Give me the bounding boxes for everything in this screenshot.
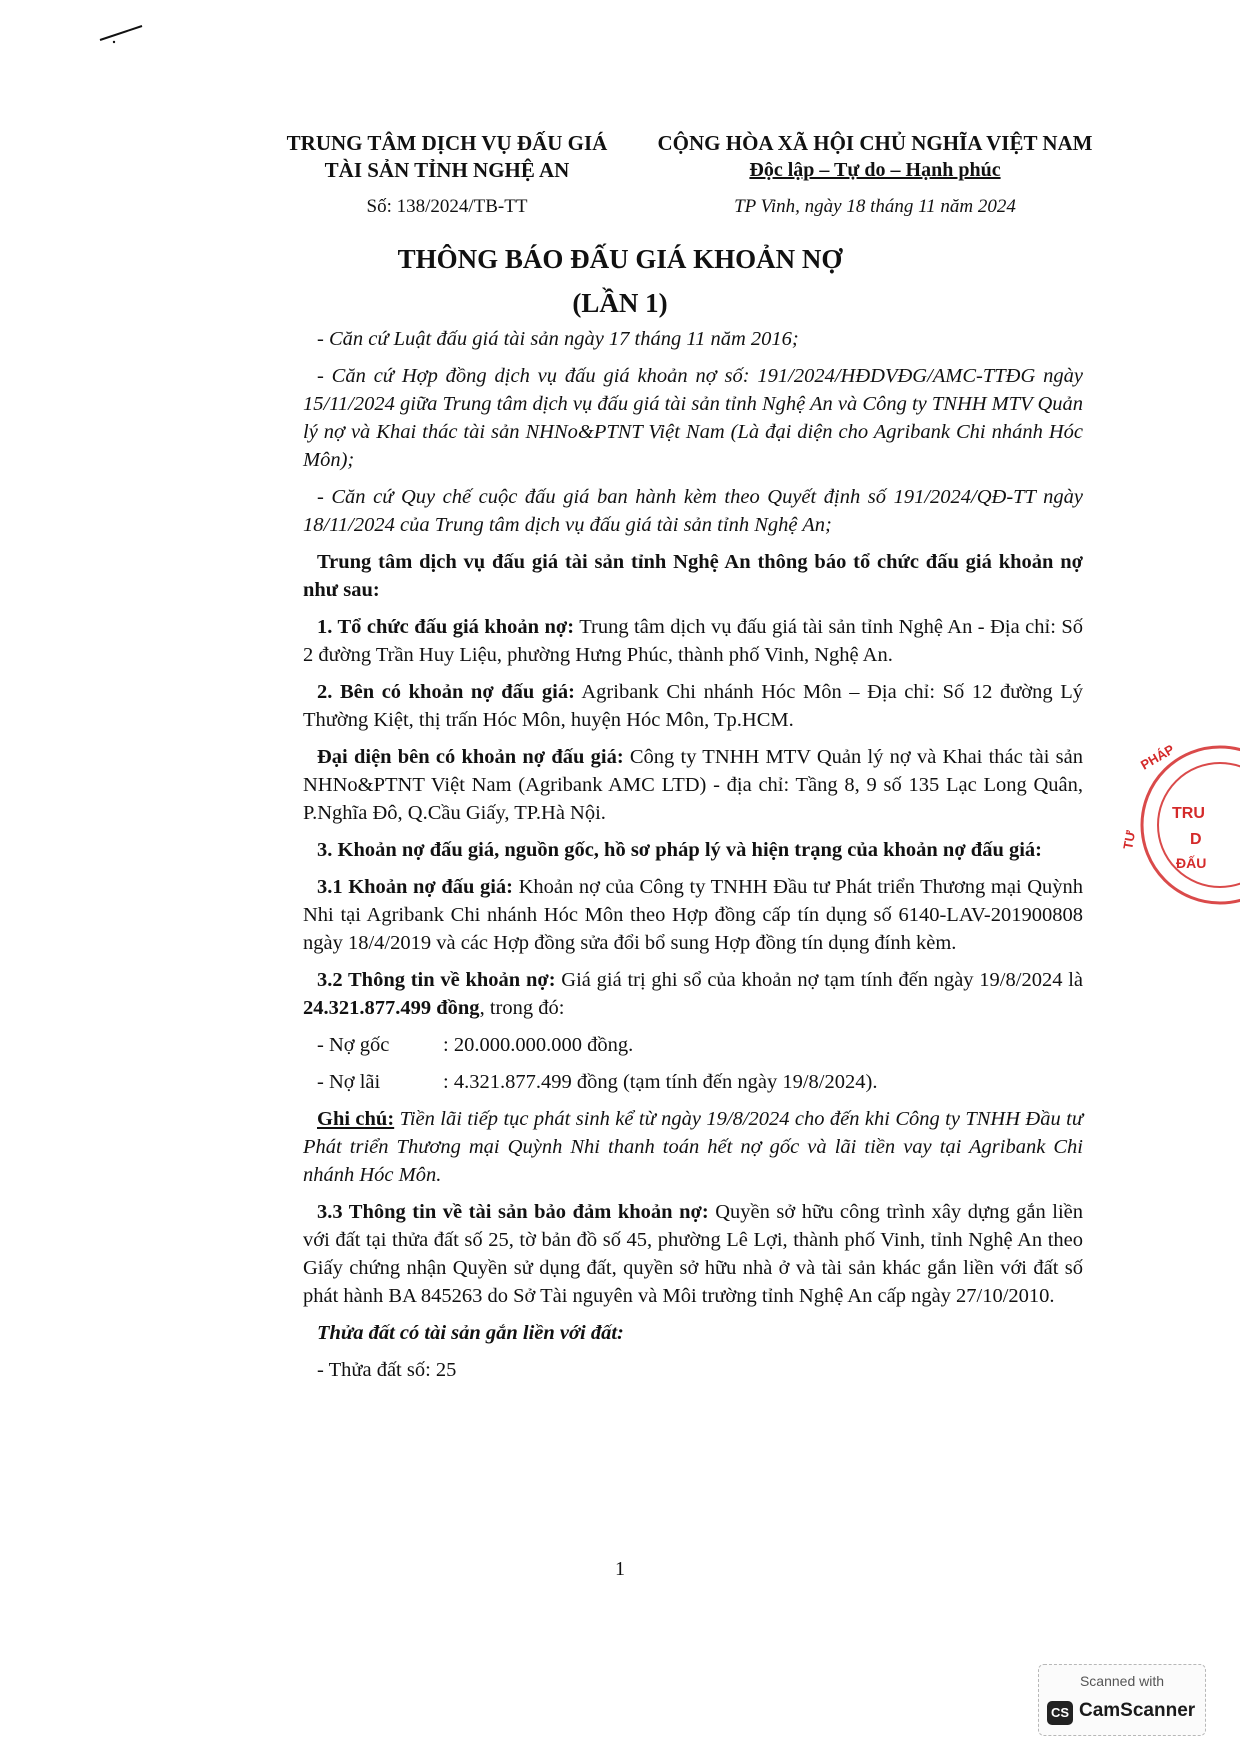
document-body — [303, 325, 1083, 1393]
note-text: Tiền lãi tiếp tục phát sinh kể từ ngày 19/8/2024 cho đến khi Công ty TNHH Đầu tư Phát triển Thương mại Quỳnh Nhi thanh toán hết nợ gốc và lãi tiền vay tại Agribank Chi nhánh Hóc Môn. — [303, 1108, 1083, 1186]
national-motto: Độc lập – Tự do – Hạnh phúc — [749, 159, 1001, 181]
section-3-2 — [303, 966, 1083, 1022]
total-debt-value: 24.321.877.499 đồng — [303, 997, 480, 1019]
section-3-1 — [303, 873, 1083, 957]
intro-paragraph — [303, 548, 1083, 604]
stamp-text-mid: TRU — [1172, 805, 1205, 822]
issuer-block — [262, 130, 632, 222]
interest-label: - Nợ lãi — [317, 1071, 381, 1093]
principal-row — [303, 1031, 1083, 1059]
section-3-2-text-b: , trong đó: — [479, 997, 565, 1019]
scanner-line1: Scanned with — [1079, 1673, 1165, 1689]
interest-row — [303, 1068, 1083, 1096]
page-number: 1 — [615, 1558, 625, 1580]
title-sub: (LẦN 1) — [572, 288, 668, 318]
title-main: THÔNG BÁO ĐẤU GIÁ KHOẢN NỢ — [397, 244, 843, 274]
section-3-3-label: 3.3 Thông tin về tài sản bảo đảm khoản nợ: — [317, 1201, 709, 1223]
stamp-text-bottom: ĐẤU — [1176, 855, 1207, 871]
section-1-text: Trung tâm dịch vụ đấu giá tài sản tỉnh Nghệ An - Địa chỉ: Số 2 đường Trần Huy Liệu, phường Hưng Phúc, thành phố Vinh, Nghệ An. — [303, 616, 1083, 666]
stamp-icon — [1110, 740, 1240, 910]
intro-text: Trung tâm dịch vụ đấu giá tài sản tỉnh Nghệ An thông báo tổ chức đấu giá khoản nợ như sau: — [303, 551, 1083, 601]
representative-text: Công ty TNHH MTV Quản lý nợ và Khai thác tài sản NHNo&PTNT Việt Nam (Agribank AMC LTD) - địa chỉ: Tầng 8, 9 số 135 Lạc Long Quân, P.Nghĩa Đô, Q.Cầu Giấy, TP.Hà Nội. — [303, 746, 1083, 824]
stamp-text-c: D — [1190, 831, 1202, 848]
principal-label: - Nợ gốc — [317, 1034, 390, 1056]
section-3-2-label: 3.2 Thông tin về khoản nợ: — [317, 969, 556, 991]
section-1-label: 1. Tổ chức đấu giá khoản nợ: — [317, 616, 575, 638]
land-heading — [303, 1319, 1083, 1347]
section-3-1-label: 3.1 Khoản nợ đấu giá: — [317, 876, 514, 898]
legal-basis-2: - Căn cứ Hợp đồng dịch vụ đấu giá khoản nợ số: 191/2024/HĐDVĐG/AMC-TTĐG ngày 15/11/2024 giữa Trung tâm dịch vụ đấu giá tài sản tỉnh Nghệ An và Công ty TNHH MTV Quản lý nợ và Khai thác tài sản NHNo&PTNT Việt Nam (Là đại diện cho Agribank Chi nhánh Hóc Môn); — [303, 365, 1083, 471]
nation-name: CỘNG HÒA XÃ HỘI CHỦ NGHĨA VIỆT NAM — [657, 131, 1093, 155]
issuer-name-line1: TRUNG TÂM DỊCH VỤ ĐẤU GIÁ — [286, 131, 608, 155]
partial-red-stamp — [1110, 740, 1240, 910]
legal-basis-3: - Căn cứ Quy chế cuộc đấu giá ban hành kèm theo Quyết định số 191/2024/QĐ-TT ngày 18/11/2024 của Trung tâm dịch vụ đấu giá tài sản tỉnh Nghệ An; — [303, 486, 1083, 536]
land-item: - Thửa đất số: 25 — [317, 1359, 457, 1381]
issuer-name-line2: TÀI SẢN TỈNH NGHỆ AN — [324, 158, 570, 182]
note — [303, 1105, 1083, 1189]
document-title — [0, 237, 1240, 325]
scanner-watermark — [1038, 1664, 1206, 1736]
document-number: Số: 138/2024/TB-TT — [366, 196, 528, 217]
place-date: TP Vinh, ngày 18 tháng 11 năm 2024 — [734, 196, 1016, 217]
stamp-text-left: TƯ — [1120, 829, 1139, 851]
national-header — [640, 130, 1110, 222]
section-3-3-text: Quyền sở hữu công trình xây dựng gắn liền với đất tại thửa đất số 25, tờ bản đồ số 45, phường Lê Lợi, thành phố Vinh, tỉnh Nghệ An theo Giấy chứng nhận Quyền sử dụng đất, quyền sở hữu nhà ở và tài sản khác gắn liền với đất số phát hành BA 845263 do Sở Tài nguyên và Môi trường tỉnh Nghệ An cấp ngày 27/10/2010. — [303, 1201, 1083, 1307]
representative — [303, 743, 1083, 827]
section-2 — [303, 678, 1083, 734]
section-1 — [303, 613, 1083, 669]
section-3-3 — [303, 1198, 1083, 1310]
section-3-heading — [303, 836, 1083, 864]
section-3-2-text-a: Giá giá trị ghi sổ của khoản nợ tạm tính đến ngày 19/8/2024 là — [555, 969, 1083, 991]
section-3-1-text: Khoản nợ của Công ty TNHH Đầu tư Phát triển Thương mại Quỳnh Nhi tại Agribank Chi nhánh Hóc Môn theo Hợp đồng cấp tín dụng số 6140-LAV-201900808 ngày 18/4/2019 và các Hợp đồng sửa đổi bổ sung Hợp đồng tín dụng đính kèm. — [303, 876, 1084, 954]
interest-value: : 4.321.877.499 đồng (tạm tính đến ngày 19/8/2024). — [443, 1071, 878, 1093]
camscanner-logo-icon: CS — [1047, 1701, 1073, 1725]
representative-label: Đại diện bên có khoản nợ đấu giá: — [317, 746, 624, 768]
land-heading-text: Thửa đất có tài sản gắn liền với đất: — [317, 1322, 624, 1344]
scanner-name: CamScanner — [1079, 1700, 1196, 1721]
legal-basis-1: - Căn cứ Luật đấu giá tài sản ngày 17 tháng 11 năm 2016; — [317, 328, 799, 350]
principal-value: : 20.000.000.000 đồng. — [443, 1034, 634, 1056]
section-2-text: Agribank Chi nhánh Hóc Môn – Địa chỉ: Số 12 đường Lý Thường Kiệt, thị trấn Hóc Môn, huyện Hóc Môn, Tp.HCM. — [303, 681, 1083, 731]
section-3-heading-text: 3. Khoản nợ đấu giá, nguồn gốc, hồ sơ pháp lý và hiện trạng của khoản nợ đấu giá: — [317, 839, 1043, 861]
stamp-text-top: PHÁP — [1138, 741, 1177, 773]
pen-mark — [98, 22, 146, 44]
section-2-label: 2. Bên có khoản nợ đấu giá: — [317, 681, 575, 703]
note-label: Ghi chú: — [317, 1108, 395, 1130]
